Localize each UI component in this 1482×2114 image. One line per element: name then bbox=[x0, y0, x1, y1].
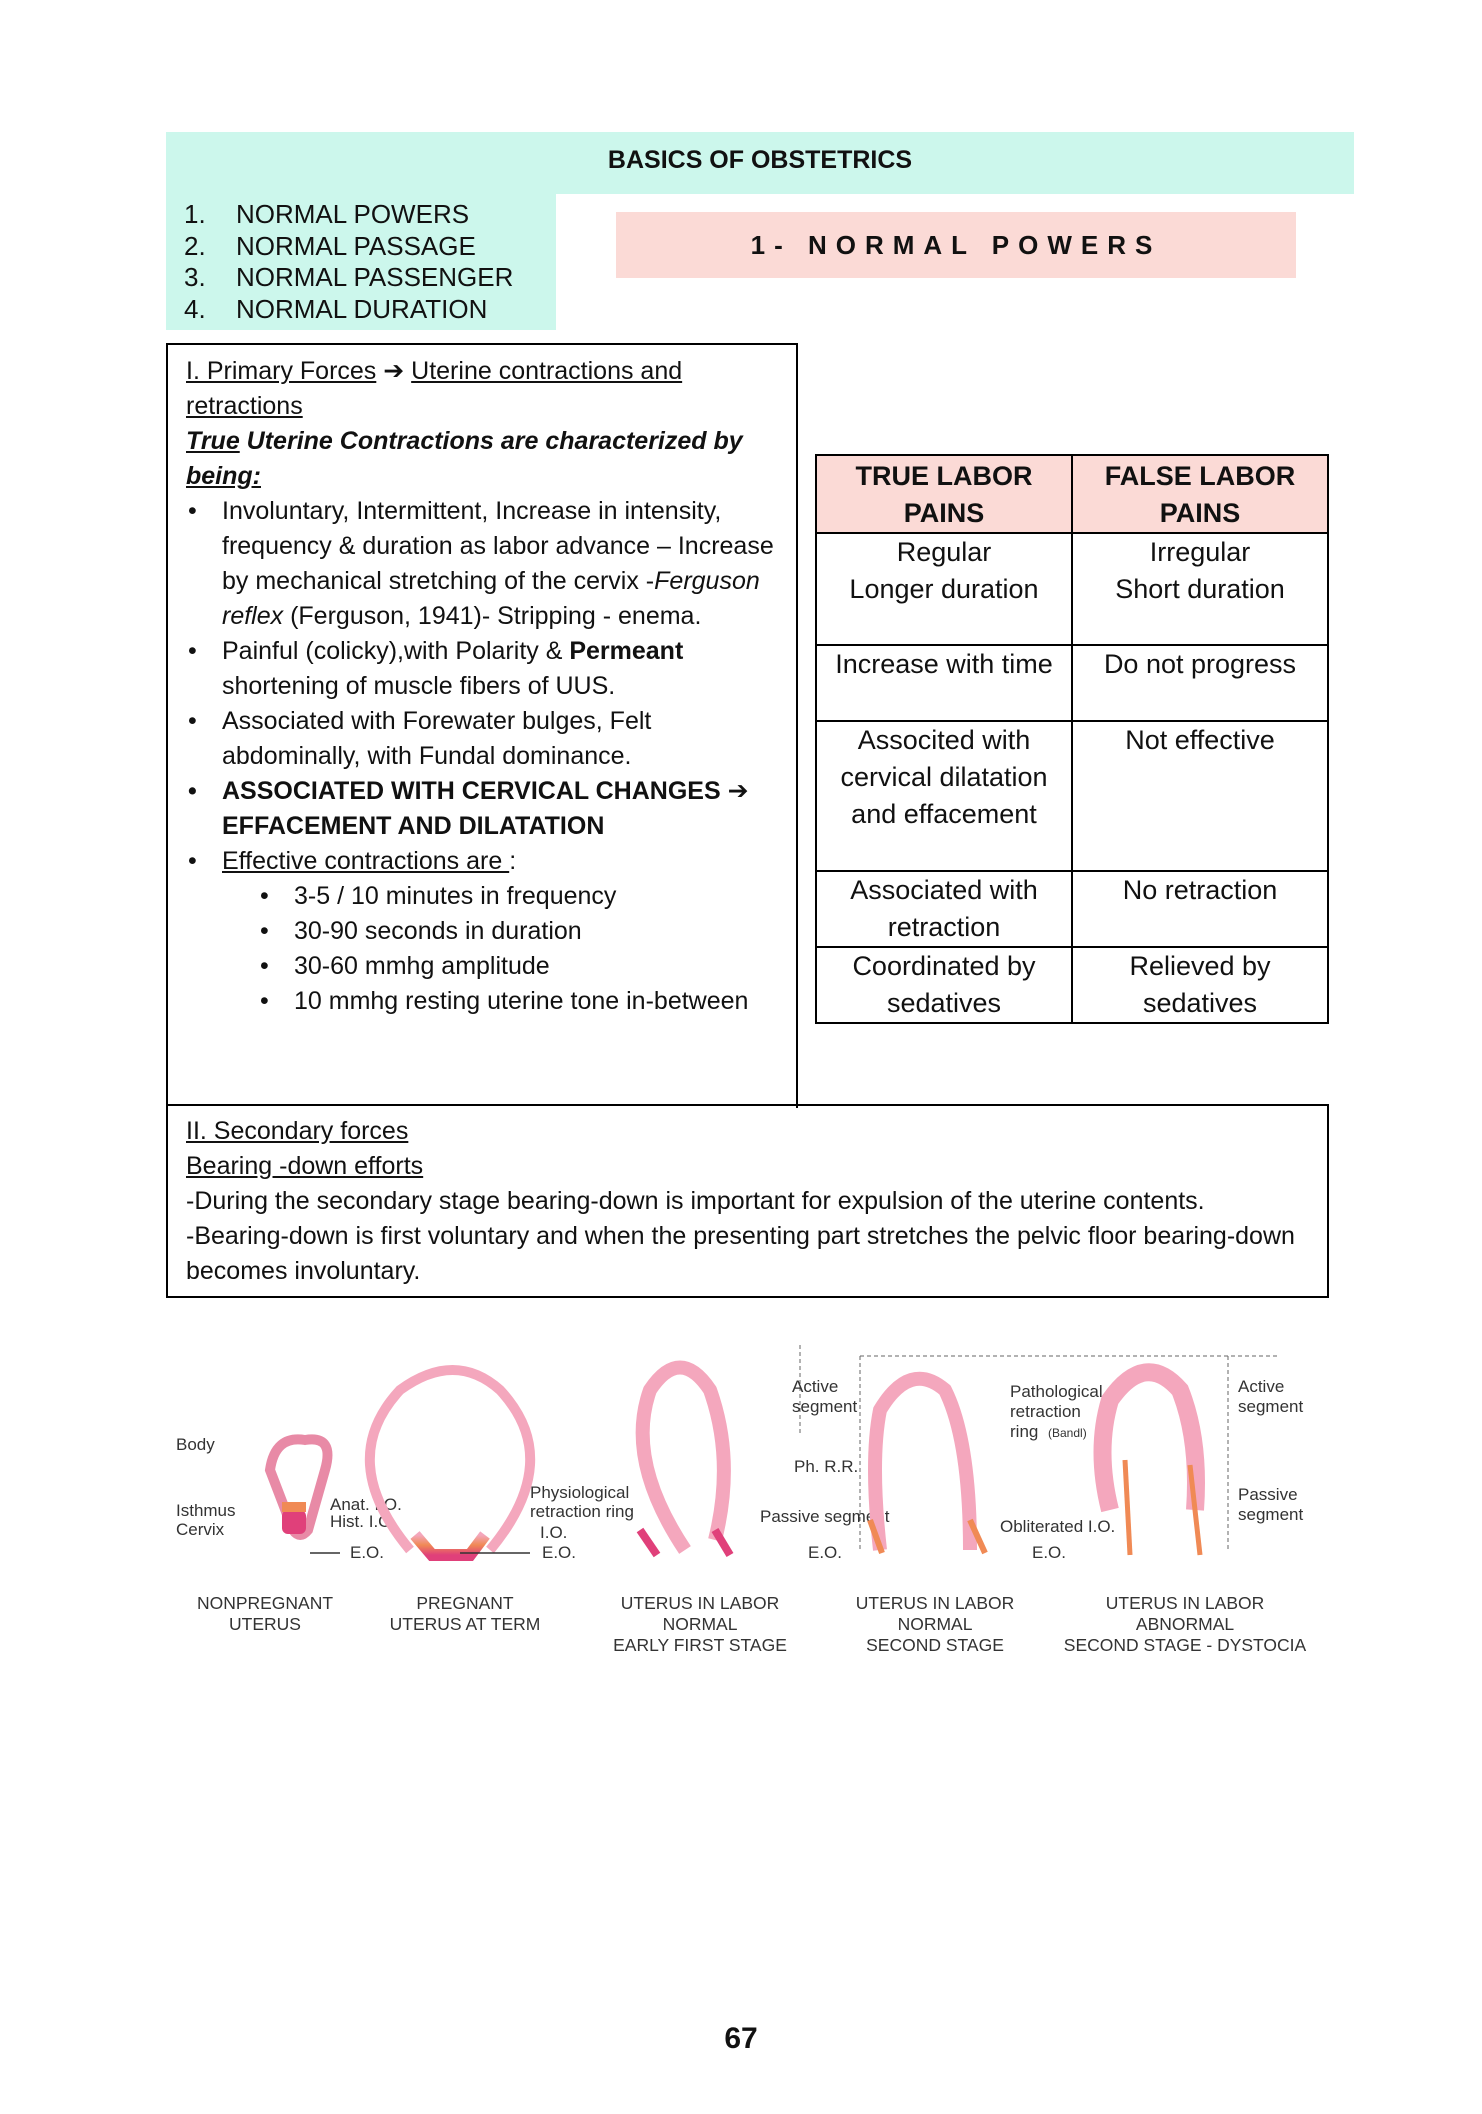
label-eo: E.O. bbox=[350, 1543, 385, 1562]
table-row bbox=[816, 721, 1328, 871]
list-item: • 10 mmhg resting uterine tone in-between bbox=[258, 984, 780, 1019]
label-cervix: Cervix bbox=[176, 1520, 225, 1539]
page-number: 67 bbox=[724, 2022, 758, 2055]
table-cell: Associted with cervical dilatation and effacement bbox=[816, 721, 1072, 871]
table-row bbox=[816, 533, 1328, 571]
table-cell: Increase with time bbox=[816, 645, 1072, 721]
labor-pains-table bbox=[815, 454, 1329, 1024]
table-cell: Regular bbox=[816, 533, 1072, 571]
caption-early-first-stage: UTERUS IN LABOR NORMAL EARLY FIRST STAGE bbox=[613, 1593, 787, 1655]
label-io: I.O. bbox=[540, 1523, 568, 1542]
toc-item: 2. NORMAL PASSAGE bbox=[184, 230, 476, 261]
caption-pregnant: PREGNANT UTERUS AT TERM bbox=[389, 1593, 541, 1634]
table-cell: Do not progress bbox=[1072, 645, 1328, 721]
table-row bbox=[816, 571, 1328, 645]
toc-item: 4. NORMAL DURATION bbox=[184, 293, 488, 324]
list-item: • 3-5 / 10 minutes in frequency bbox=[258, 879, 780, 914]
effective-contractions-list bbox=[258, 879, 780, 1019]
toc-item: 1. NORMAL POWERS bbox=[184, 199, 470, 229]
secondary-text: -Bearing-down is first voluntary and when the presenting part stretches the pelvic floor bearing-down becomes involuntary. bbox=[186, 1222, 1295, 1285]
section-title: 1- NORMAL POWERS bbox=[616, 212, 1296, 278]
table-row bbox=[816, 871, 1328, 947]
label-retraction: retraction bbox=[1010, 1402, 1081, 1421]
caption-normal-second-stage: UTERUS IN LABOR NORMAL SECOND STAGE bbox=[855, 1593, 1015, 1655]
page-title: BASICS OF OBSTETRICS bbox=[607, 146, 913, 174]
list-item: • Involuntary, Intermittent, Increase in intensity, frequency & duration as labor advance – Increase by mechanical stretching of the cervix -Ferguson reflex (Ferguson, 1941)- Stripping - enema. bbox=[186, 494, 780, 634]
label-ph-rr: Ph. R.R. bbox=[794, 1457, 859, 1476]
label-eo: E.O. bbox=[1032, 1543, 1067, 1562]
label-obliterated-io: Obliterated I.O. bbox=[1000, 1517, 1116, 1536]
table-cell: No retraction bbox=[1072, 871, 1328, 947]
list-item: • ASSOCIATED WITH CERVICAL CHANGES ➔ EFFACEMENT AND DILATATION bbox=[186, 774, 780, 844]
label-body: Body bbox=[176, 1435, 215, 1454]
table-cell: Relieved by sedatives bbox=[1072, 947, 1328, 1023]
label-active: Active bbox=[1238, 1377, 1285, 1396]
table-cell: Not effective bbox=[1072, 721, 1328, 871]
label-segment: segment bbox=[1238, 1505, 1304, 1524]
label-bandl: (Bandl) bbox=[1048, 1426, 1087, 1440]
pregnant-uterus bbox=[370, 1370, 530, 1555]
primary-forces-box bbox=[166, 343, 798, 1108]
secondary-text: -During the secondary stage bearing-down is important for expulsion of the uterine contents. bbox=[186, 1187, 1205, 1215]
label-retraction-ring: retraction ring bbox=[530, 1502, 634, 1521]
label-isthmus: Isthmus bbox=[176, 1501, 236, 1520]
label-eo: E.O. bbox=[542, 1543, 577, 1562]
list-item: • 30-90 seconds in duration bbox=[258, 914, 780, 949]
list-item: • Associated with Forewater bulges, Felt abdominally, with Fundal dominance. bbox=[186, 704, 780, 774]
label-eo: E.O. bbox=[808, 1543, 843, 1562]
uterus-second-stage-dystocia bbox=[1103, 1356, 1229, 1555]
table-cell: Associated with retraction bbox=[816, 871, 1072, 947]
caption-nonpregnant: NONPREGNANT UTERUS bbox=[196, 1593, 334, 1634]
list-item: • Effective contractions are : • 3-5 / 10 minutes in frequency • 30-90 seconds in duration • 30-60 mmhg amplitude • 10 mmhg resting uterine tone in-between bbox=[186, 844, 780, 1019]
toc-item: 3. NORMAL PASSENGER bbox=[184, 262, 514, 292]
table-cell: Irregular bbox=[1072, 533, 1328, 571]
characteristics-list bbox=[186, 494, 780, 1019]
label-hist-io: Hist. I.O. bbox=[330, 1512, 397, 1531]
secondary-subheading: Bearing -down efforts bbox=[186, 1152, 424, 1180]
arrow-icon: ➔ bbox=[383, 357, 405, 385]
label-physiological: Physiological bbox=[530, 1483, 630, 1502]
label-anat-io: Anat. I.O. bbox=[330, 1495, 402, 1514]
table-header-row bbox=[816, 455, 1328, 533]
secondary-heading: II. Secondary forces bbox=[186, 1117, 409, 1145]
label-passive: Passive bbox=[1238, 1485, 1298, 1504]
toc-list bbox=[166, 194, 556, 330]
column-header: FALSE LABOR PAINS bbox=[1072, 455, 1328, 533]
label-active: Active bbox=[792, 1377, 839, 1396]
list-item: • 30-60 mmhg amplitude bbox=[258, 949, 780, 984]
table-row bbox=[816, 645, 1328, 721]
table-row bbox=[816, 947, 1328, 1023]
list-item: • Painful (colicky),with Polarity & Permeant shortening of muscle fibers of UUS. bbox=[186, 634, 780, 704]
label-segment: segment bbox=[1238, 1397, 1304, 1416]
label-segment: segment bbox=[792, 1397, 858, 1416]
table-cell: Coordinated by sedatives bbox=[816, 947, 1072, 1023]
arrow-icon: ➔ bbox=[727, 777, 749, 805]
label-ring: ring bbox=[1010, 1422, 1039, 1441]
table-cell: Short duration bbox=[1072, 571, 1328, 645]
label-passive-segment: Passive segment bbox=[760, 1507, 890, 1526]
caption-dystocia: UTERUS IN LABOR ABNORMAL SECOND STAGE - DYSTOCIA bbox=[1063, 1593, 1307, 1655]
uterus-diagram bbox=[170, 1340, 1340, 1670]
primary-heading: I. Primary Forces ➔ Uterine contractions and retractions bbox=[186, 357, 683, 420]
secondary-forces-box bbox=[166, 1104, 1329, 1298]
label-pathological: Pathological bbox=[1010, 1382, 1103, 1401]
primary-subheading: True Uterine Contractions are characterized by being: bbox=[186, 427, 743, 490]
column-header: TRUE LABOR PAINS bbox=[816, 455, 1072, 533]
table-cell: Longer duration bbox=[816, 571, 1072, 645]
